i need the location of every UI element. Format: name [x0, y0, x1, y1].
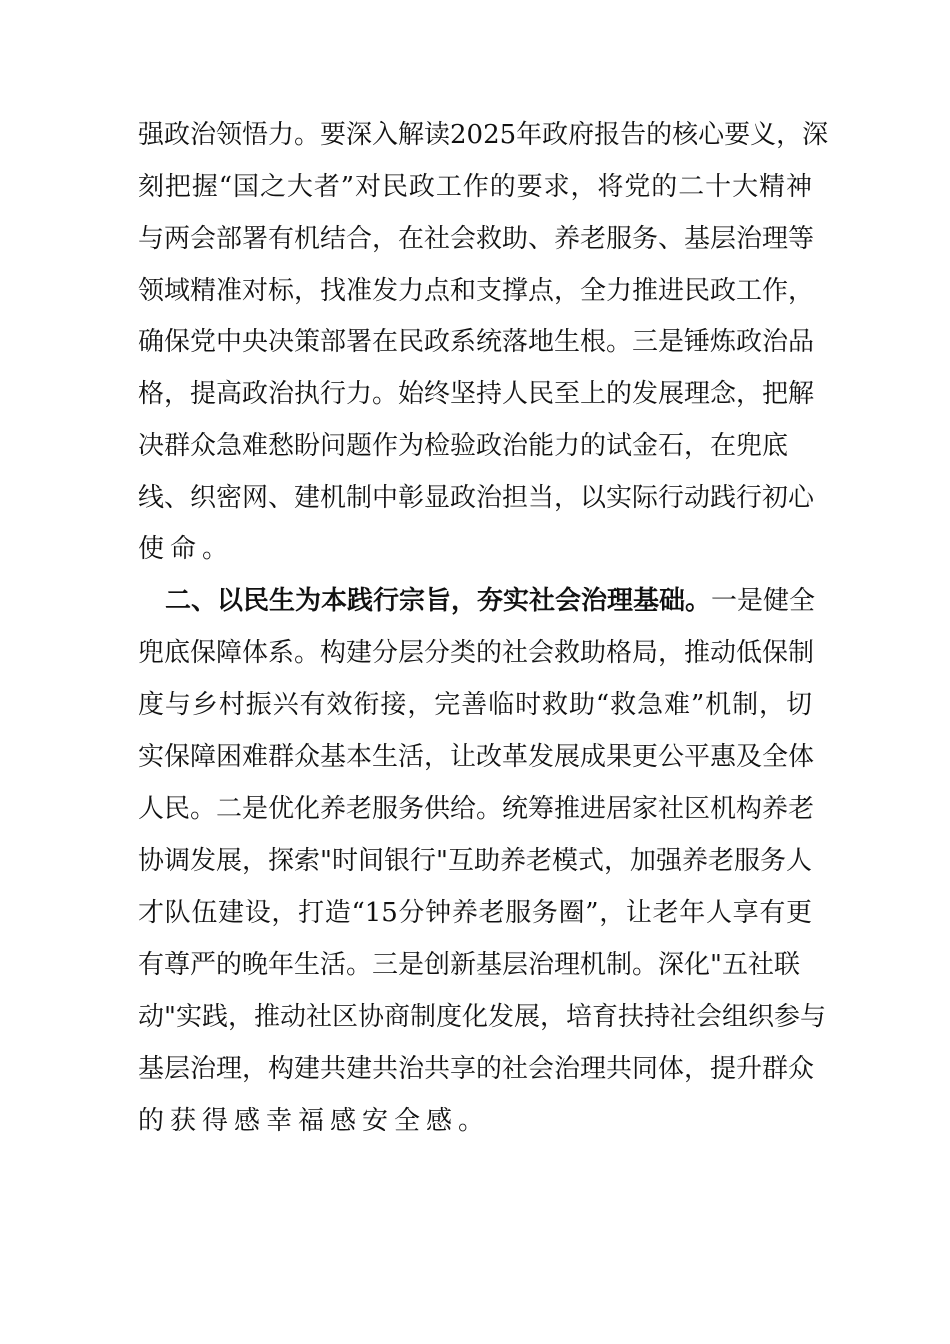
text-line: 与两会部署有机结合，在社会救助、养老服务、基层治理等	[138, 224, 815, 254]
text-line: 决群众急难愁盼问题作为检验政治能力的试金石，在兜底	[138, 431, 789, 461]
text-line: 线、织密网、建机制中彰显政治担当，以实际行动践行初心	[138, 483, 815, 513]
text-line: 刻把握“国之大者”对民政工作的要求，将党的二十大精神	[138, 172, 812, 202]
text-line: 兜底保障体系。构建分层分类的社会救助格局，推动低保制	[138, 638, 815, 668]
text-line: 实保障困难群众基本生活，让改革发展成果更公平惠及全体	[138, 742, 815, 772]
text-line: 强政治领悟力。要深入解读2025年政府报告的核心要义，深	[138, 120, 829, 150]
text-line: 人民。二是优化养老服务供给。统筹推进居家社区机构养老	[138, 794, 815, 824]
text-line: 的获得感幸福感安全感。	[138, 1106, 491, 1136]
text-line: 才队伍建设，打造“15分钟养老服务圈”，让老年人享有更	[138, 898, 812, 928]
text-line: 协调发展，探索"时间银行"互助养老模式，加强养老服务人	[138, 846, 812, 876]
text-line: 基层治理，构建共建共治共享的社会治理共同体，提升群众	[138, 1054, 815, 1084]
text-line: 动"实践，推动社区协商制度化发展，培育扶持社会组织参与	[138, 1002, 826, 1032]
text-line: 格，提高政治执行力。始终坚持人民至上的发展理念，把解	[138, 379, 815, 409]
section-heading: 二、以民生为本践行宗旨，夯实社会治理基础。	[165, 586, 712, 616]
text-line: 使命。	[138, 534, 235, 564]
text-line: 度与乡村振兴有效衔接，完善临时救助“救急难”机制，切	[138, 690, 812, 720]
section-heading-line	[165, 581, 816, 621]
text-line: 领域精准对标，找准发力点和支撑点，全力推进民政工作，	[138, 276, 815, 306]
text-line: 确保党中央决策部署在民政系统落地生根。三是锤炼政治品	[138, 327, 815, 357]
text-line: 有尊严的晚年生活。三是创新基层治理机制。深化"五社联	[138, 950, 800, 980]
text-run: 一是健全	[711, 586, 816, 616]
